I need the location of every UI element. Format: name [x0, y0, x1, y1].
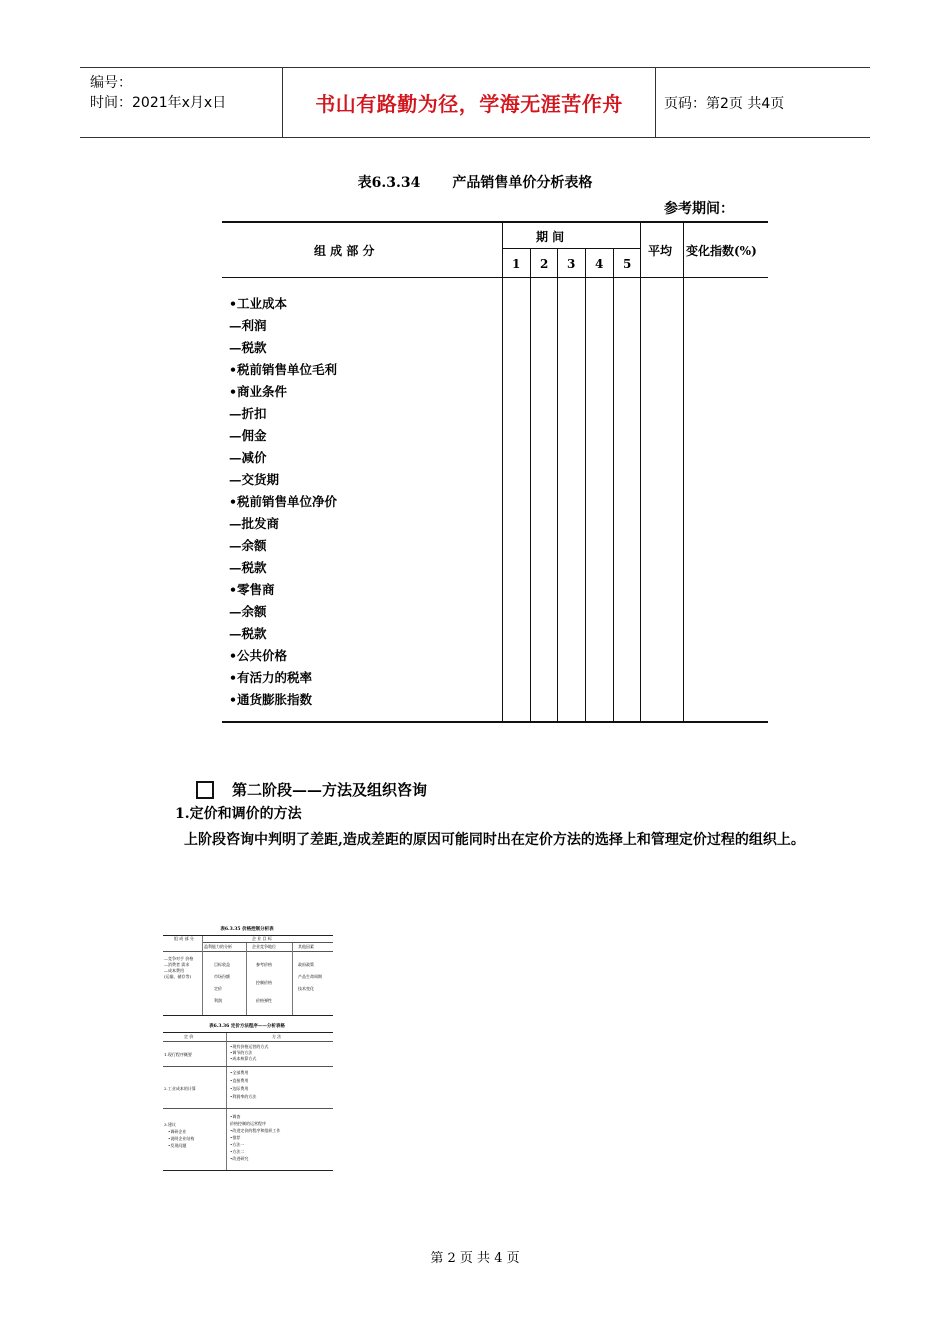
- reference-period: 参考期间：: [664, 201, 734, 217]
- col-rule: [613, 249, 614, 723]
- thumb-title-a: 表6.3.35 价格控制分析表: [220, 927, 274, 932]
- table-row: —利润: [229, 318, 267, 333]
- thumb-rule: [163, 1066, 333, 1067]
- stage-paragraph: 上阶段咨询中判明了差距,造成差距的原因可能同时出在定价方法的选择上和管理定价过程的组织上。: [184, 832, 805, 848]
- thumb-rule: [163, 951, 333, 952]
- thumb-header: 企业竞争地位: [252, 944, 276, 949]
- col-header-change-index: 变化指数(%): [686, 244, 757, 258]
- period-number: 5: [623, 257, 632, 271]
- period-number: 3: [567, 257, 576, 271]
- component-list: [229, 293, 337, 711]
- thumb-header: 定 价: [184, 1034, 194, 1039]
- period-sub-rule: [503, 248, 640, 249]
- thumb-cell: 利润: [214, 998, 222, 1003]
- thumb-rule: [163, 1032, 333, 1033]
- col-header-component: 组 成 部 分: [314, 244, 375, 258]
- period-number: 1: [512, 257, 521, 271]
- table-name: 产品销售单价分析表格: [452, 175, 593, 191]
- thumb-header: 其他因素: [298, 944, 314, 949]
- thumb-cell: 定价: [214, 986, 222, 991]
- thumb-cell: •利润率的方法: [230, 1094, 257, 1099]
- table-row: —税款: [229, 560, 267, 575]
- thumb-cell: 控制价格: [256, 980, 272, 985]
- thumb-cell: •说明企业结构: [168, 1136, 195, 1141]
- thumb-rule: [163, 1015, 333, 1016]
- thumb-cell: •方法二: [230, 1149, 245, 1154]
- thumb-cell: 价格弹性: [256, 998, 272, 1003]
- period-number: 2: [540, 257, 549, 271]
- col-rule: [640, 221, 641, 723]
- thumb-cell: •直接费用: [230, 1078, 249, 1083]
- table-bottom-rule: [222, 721, 768, 723]
- thumb-cell: 参考价格: [256, 962, 272, 967]
- thumb-cell: 市场份额: [214, 974, 230, 979]
- table-row: •公共价格: [229, 648, 287, 663]
- header-motto-cell: [283, 68, 656, 137]
- thumb-cell: •发现问题: [168, 1143, 187, 1148]
- thumb-cell: 政府政策: [298, 962, 314, 967]
- thumb-col-rule: [202, 936, 203, 1015]
- thumb-cell: •全部费用: [230, 1070, 249, 1075]
- col-rule: [502, 221, 503, 723]
- table-row: —减价: [229, 450, 267, 465]
- thumb-cell: •改进研究: [230, 1156, 249, 1161]
- thumb-cell: 2.工业成本的计算: [164, 1086, 196, 1091]
- thumb-rule: [163, 1170, 333, 1171]
- thumb-header: 组 成 部 分: [174, 936, 194, 941]
- col-rule: [530, 249, 531, 723]
- period-number: 4: [595, 257, 604, 271]
- thumb-cell: •调查: [230, 1114, 241, 1119]
- thumb-cell: 1.现行程序概要: [164, 1052, 192, 1057]
- stage-heading: 第二阶段——方法及组织咨询: [232, 781, 428, 799]
- table-row: —折扣: [229, 406, 267, 421]
- table-top-rule: [222, 221, 768, 223]
- col-rule: [585, 249, 586, 723]
- thumb-col-rule: [292, 943, 293, 1015]
- thumb-col-rule: [246, 943, 247, 1015]
- table-row: —交货期: [229, 472, 280, 487]
- thumb-header: 企 业 目 标: [252, 936, 272, 941]
- thumb-cell: 目标收益: [214, 962, 230, 967]
- table-row: •税前销售单位毛利: [229, 362, 337, 377]
- thumb-cell: •方法一: [230, 1142, 245, 1147]
- checkbox-square-icon: [196, 781, 214, 799]
- embedded-table-thumbnail: [160, 922, 334, 1174]
- thumb-cell: 价格控制的运营程序: [230, 1121, 266, 1126]
- thumb-cell: •调节的方法: [230, 1050, 253, 1055]
- thumb-cell: 产品生命周期: [298, 974, 322, 979]
- thumb-cell: •边际费用: [230, 1086, 249, 1091]
- time-label: 时间：2021年x月x日: [90, 95, 227, 111]
- thumb-cell: (运输、储存等): [164, 974, 192, 979]
- thumb-cell: •改进定价的程序和组织工作: [230, 1128, 281, 1133]
- table-row: •税前销售单位净价: [229, 494, 337, 509]
- header-left-cell: [80, 68, 283, 137]
- table-row: •有活力的税率: [229, 670, 312, 685]
- thumb-rule: [202, 942, 333, 943]
- col-rule: [557, 249, 558, 723]
- stage-subheading: 1.定价和调价的方法: [175, 806, 302, 822]
- thumb-cell: —成本费用: [164, 968, 184, 973]
- header-right-cell: [656, 68, 870, 137]
- table-row: —批发商: [229, 516, 280, 531]
- table-row: •零售商: [229, 582, 275, 597]
- table-row: •商业条件: [229, 384, 287, 399]
- table-row: —税款: [229, 626, 267, 641]
- thumb-header: 方 法: [272, 1034, 282, 1039]
- thumb-col-rule: [226, 1033, 227, 1171]
- thumb-cell: •推荐: [230, 1135, 241, 1140]
- thumb-cell: —竞争对手 价格: [164, 956, 194, 961]
- thumb-title-b: 表6.3.36 定价方法程序——分析表格: [209, 1024, 285, 1029]
- header-page-info: 页码：第2页 共4页: [664, 95, 785, 112]
- thumb-cell: 技术变化: [298, 986, 314, 991]
- table-row: —税款: [229, 340, 267, 355]
- serial-label: 编号：: [90, 75, 132, 91]
- page-footer: 第 2 页 共 4 页: [430, 1251, 520, 1266]
- header-bottom-rule: [222, 277, 768, 278]
- table-title: [0, 172, 950, 192]
- table-row: •工业成本: [229, 296, 287, 311]
- table-row: •通货膨胀指数: [229, 692, 312, 707]
- col-header-period: 期 间: [536, 230, 565, 244]
- col-rule: [683, 221, 684, 723]
- col-header-average: 平均: [648, 244, 673, 258]
- table-row: —余额: [229, 604, 267, 619]
- thumb-cell: •成本核算方式: [230, 1056, 257, 1061]
- thumb-cell: 3.建议: [164, 1122, 176, 1127]
- thumb-rule: [163, 1041, 333, 1042]
- motto: 书山有路勤为径，学海无涯苦作舟: [315, 92, 623, 116]
- thumb-rule: [163, 1108, 333, 1109]
- table-row: —佣金: [229, 428, 267, 443]
- page-header: [80, 67, 870, 138]
- thumb-header: 盈利能力的分析: [204, 944, 232, 949]
- table-number: 表6.3.34: [357, 175, 421, 191]
- thumb-cell: •调研企业: [168, 1129, 187, 1134]
- thumb-cell: —消费者 需求: [164, 962, 190, 967]
- table-row: —余额: [229, 538, 267, 553]
- thumb-cell: •现有价格运营的方式: [230, 1044, 269, 1049]
